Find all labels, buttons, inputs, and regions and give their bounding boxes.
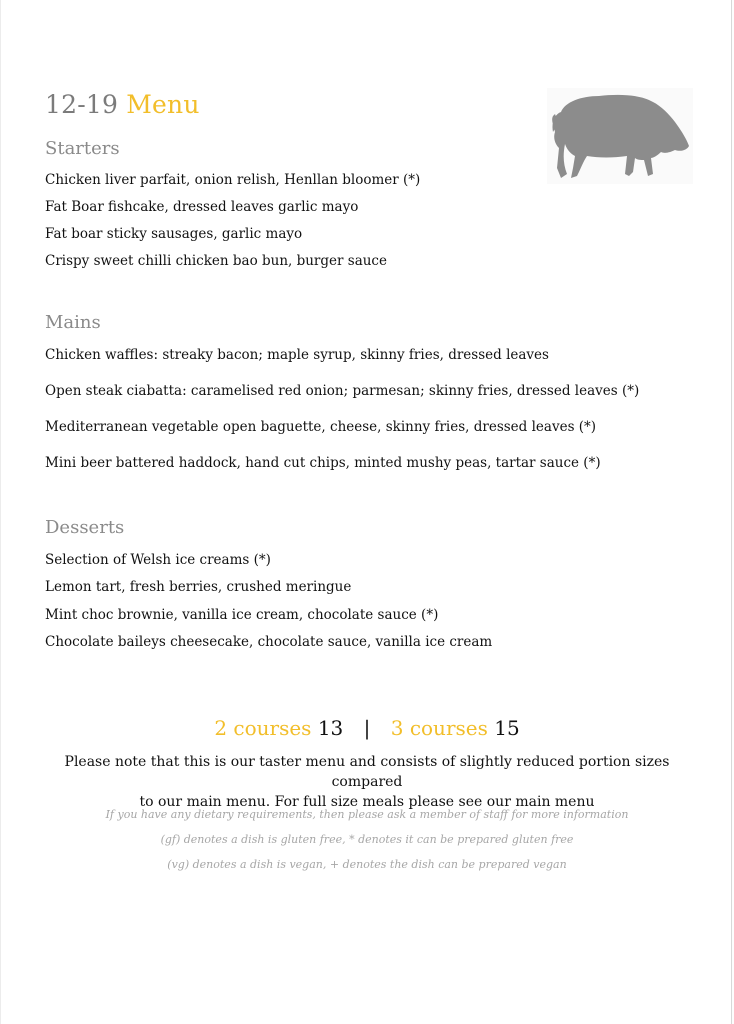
dessert-item: Chocolate baileys cheesecake, chocolate sauce, vanilla ice cream bbox=[45, 634, 493, 650]
portion-note-line-2: to our main menu. For full size meals please see our main menu bbox=[139, 794, 595, 810]
dessert-item: Selection of Welsh ice creams (*) bbox=[45, 552, 271, 568]
dessert-item: Mint choc brownie, vanilla ice cream, chocolate sauce (*) bbox=[45, 607, 439, 623]
two-courses-label: 2 courses bbox=[214, 716, 312, 740]
portion-note-line-1: Please note that this is our taster menu and consists of slightly reduced portion sizes compared bbox=[64, 754, 670, 790]
pricing-separator: | bbox=[363, 716, 371, 740]
three-courses-price: 15 bbox=[494, 716, 520, 740]
three-courses-label: 3 courses bbox=[390, 716, 488, 740]
pricing-line bbox=[1, 716, 733, 740]
main-item: Chicken waffles: streaky bacon; maple syrup, skinny fries, dressed leaves bbox=[45, 347, 549, 363]
mains-heading: Mains bbox=[45, 312, 101, 333]
portion-note bbox=[61, 752, 673, 812]
title-prefix: 12-19 bbox=[45, 90, 119, 119]
main-item: Mini beer battered haddock, hand cut chips, minted mushy peas, tartar sauce (*) bbox=[45, 455, 601, 471]
starter-item: Fat boar sticky sausages, garlic mayo bbox=[45, 226, 303, 242]
starter-item: Fat Boar fishcake, dressed leaves garlic mayo bbox=[45, 199, 359, 215]
vegan-note: (vg) denotes a dish is vegan, + denotes the dish can be prepared vegan bbox=[167, 858, 567, 871]
dessert-item: Lemon tart, fresh berries, crushed meringue bbox=[45, 579, 352, 595]
starters-heading: Starters bbox=[45, 138, 120, 159]
starter-item: Crispy sweet chilli chicken bao bun, burger sauce bbox=[45, 253, 387, 269]
page-title bbox=[45, 90, 200, 119]
desserts-heading: Desserts bbox=[45, 517, 125, 538]
dietary-note: If you have any dietary requirements, then please ask a member of staff for more information bbox=[105, 808, 629, 821]
main-item: Open steak ciabatta: caramelised red onion; parmesan; skinny fries, dressed leaves (*) bbox=[45, 383, 640, 399]
gluten-free-note: (gf) denotes a dish is gluten free, * denotes it can be prepared gluten free bbox=[160, 833, 574, 846]
two-courses-price: 13 bbox=[317, 716, 344, 740]
boar-icon bbox=[547, 88, 693, 184]
starter-item: Chicken liver parfait, onion relish, Henllan bloomer (*) bbox=[45, 172, 421, 188]
main-item: Mediterranean vegetable open baguette, cheese, skinny fries, dressed leaves (*) bbox=[45, 419, 597, 435]
title-word: Menu bbox=[126, 90, 200, 119]
